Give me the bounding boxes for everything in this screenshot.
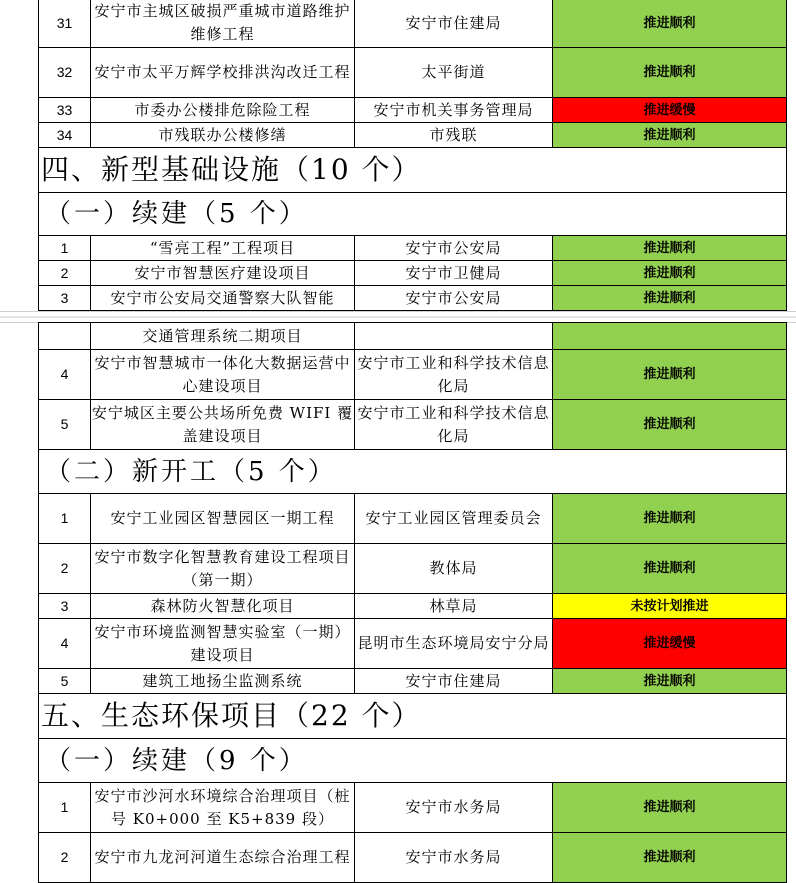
project-name: 交通管理系统二期项目: [91, 323, 355, 350]
table-row: [39, 594, 787, 619]
status-cell: 未按计划推进: [553, 594, 787, 619]
responsible-unit: 教体局: [355, 544, 553, 594]
responsible-unit: 安宁市工业和科学技术信息化局: [355, 400, 553, 450]
table-row: [39, 286, 787, 311]
status-cell: 推进顺利: [553, 261, 787, 286]
project-name: 安宁市太平万辉学校排洪沟改迁工程: [91, 48, 355, 98]
table-row: [39, 544, 787, 594]
status-cell: 推进顺利: [553, 48, 787, 98]
project-table-page-2: [38, 322, 787, 883]
row-number: 4: [39, 619, 91, 669]
responsible-unit: 安宁工业园区管理委员会: [355, 494, 553, 544]
subsection-heading: （二）新开工（5 个）: [39, 450, 787, 494]
table-row: [39, 261, 787, 286]
table-row: [39, 236, 787, 261]
status-cell: 推进顺利: [553, 0, 787, 48]
status-cell: 推进缓慢: [553, 98, 787, 123]
project-name: 安宁市主城区破损严重城市道路维护维修工程: [91, 0, 355, 48]
table-row: [39, 323, 787, 350]
project-name: 安宁市公安局交通警察大队智能: [91, 286, 355, 311]
project-name: 安宁市九龙河河道生态综合治理工程: [91, 833, 355, 883]
subsection-row: [39, 739, 787, 783]
status-cell: 推进顺利: [553, 123, 787, 148]
project-name: 安宁市数字化智慧教育建设工程项目（第一期）: [91, 544, 355, 594]
status-cell: 推进顺利: [553, 783, 787, 833]
responsible-unit: 太平街道: [355, 48, 553, 98]
table-page-1: [38, 0, 786, 311]
page-break-line: [0, 316, 796, 318]
responsible-unit: 安宁市水务局: [355, 833, 553, 883]
project-name: 安宁市环境监测智慧实验室（一期）建设项目: [91, 619, 355, 669]
responsible-unit: 安宁市住建局: [355, 0, 553, 48]
row-number: 1: [39, 236, 91, 261]
row-number: 3: [39, 286, 91, 311]
table-page-2: [38, 322, 786, 883]
table-row: [39, 619, 787, 669]
project-name: 安宁市沙河水环境综合治理项目（桩号 K0+000 至 K5+839 段）: [91, 783, 355, 833]
project-name: 安宁城区主要公共场所免费 WIFI 覆盖建设项目: [91, 400, 355, 450]
status-cell: 推进顺利: [553, 400, 787, 450]
responsible-unit: 安宁市住建局: [355, 669, 553, 694]
row-number: 32: [39, 48, 91, 98]
section-heading: 五、生态环保项目（22 个）: [39, 694, 787, 739]
status-cell: 推进顺利: [553, 544, 787, 594]
row-number: 4: [39, 350, 91, 400]
row-number: 2: [39, 261, 91, 286]
row-number: [39, 323, 91, 350]
responsible-unit: [355, 323, 553, 350]
subsection-row: [39, 193, 787, 236]
row-number: 33: [39, 98, 91, 123]
project-name: 森林防火智慧化项目: [91, 594, 355, 619]
row-number: 5: [39, 400, 91, 450]
table-row: [39, 494, 787, 544]
row-number: 1: [39, 783, 91, 833]
responsible-unit: 林草局: [355, 594, 553, 619]
status-cell: [553, 323, 787, 350]
row-number: 3: [39, 594, 91, 619]
row-number: 2: [39, 833, 91, 883]
project-table-page-1: [38, 0, 787, 311]
responsible-unit: 安宁市公安局: [355, 236, 553, 261]
table-row: [39, 669, 787, 694]
responsible-unit: 安宁市机关事务管理局: [355, 98, 553, 123]
table-row: [39, 123, 787, 148]
table-row: [39, 98, 787, 123]
table-row: [39, 783, 787, 833]
row-number: 31: [39, 0, 91, 48]
responsible-unit: 安宁市卫健局: [355, 261, 553, 286]
project-name: “雪亮工程”工程项目: [91, 236, 355, 261]
section-row: [39, 694, 787, 739]
row-number: 34: [39, 123, 91, 148]
status-cell: 推进顺利: [553, 833, 787, 883]
row-number: 2: [39, 544, 91, 594]
table-row: [39, 350, 787, 400]
status-cell: 推进顺利: [553, 669, 787, 694]
responsible-unit: 安宁市公安局: [355, 286, 553, 311]
responsible-unit: 安宁市水务局: [355, 783, 553, 833]
project-name: 市委办公楼排危除险工程: [91, 98, 355, 123]
section-heading: 四、新型基础设施（10 个）: [39, 148, 787, 193]
subsection-row: [39, 450, 787, 494]
responsible-unit: 市残联: [355, 123, 553, 148]
project-name: 市残联办公楼修缮: [91, 123, 355, 148]
status-cell: 推进顺利: [553, 236, 787, 261]
responsible-unit: 昆明市生态环境局安宁分局: [355, 619, 553, 669]
section-row: [39, 148, 787, 193]
project-name: 建筑工地扬尘监测系统: [91, 669, 355, 694]
table-row: [39, 833, 787, 883]
subsection-heading: （一）续建（9 个）: [39, 739, 787, 783]
table-row: [39, 400, 787, 450]
status-cell: 推进顺利: [553, 286, 787, 311]
project-name: 安宁工业园区智慧园区一期工程: [91, 494, 355, 544]
table-row: [39, 0, 787, 48]
project-name: 安宁市智慧医疗建设项目: [91, 261, 355, 286]
table-row: [39, 48, 787, 98]
status-cell: 推进顺利: [553, 494, 787, 544]
subsection-heading: （一）续建（5 个）: [39, 193, 787, 236]
row-number: 1: [39, 494, 91, 544]
project-name: 安宁市智慧城市一体化大数据运营中心建设项目: [91, 350, 355, 400]
responsible-unit: 安宁市工业和科学技术信息化局: [355, 350, 553, 400]
row-number: 5: [39, 669, 91, 694]
status-cell: 推进顺利: [553, 350, 787, 400]
status-cell: 推进缓慢: [553, 619, 787, 669]
